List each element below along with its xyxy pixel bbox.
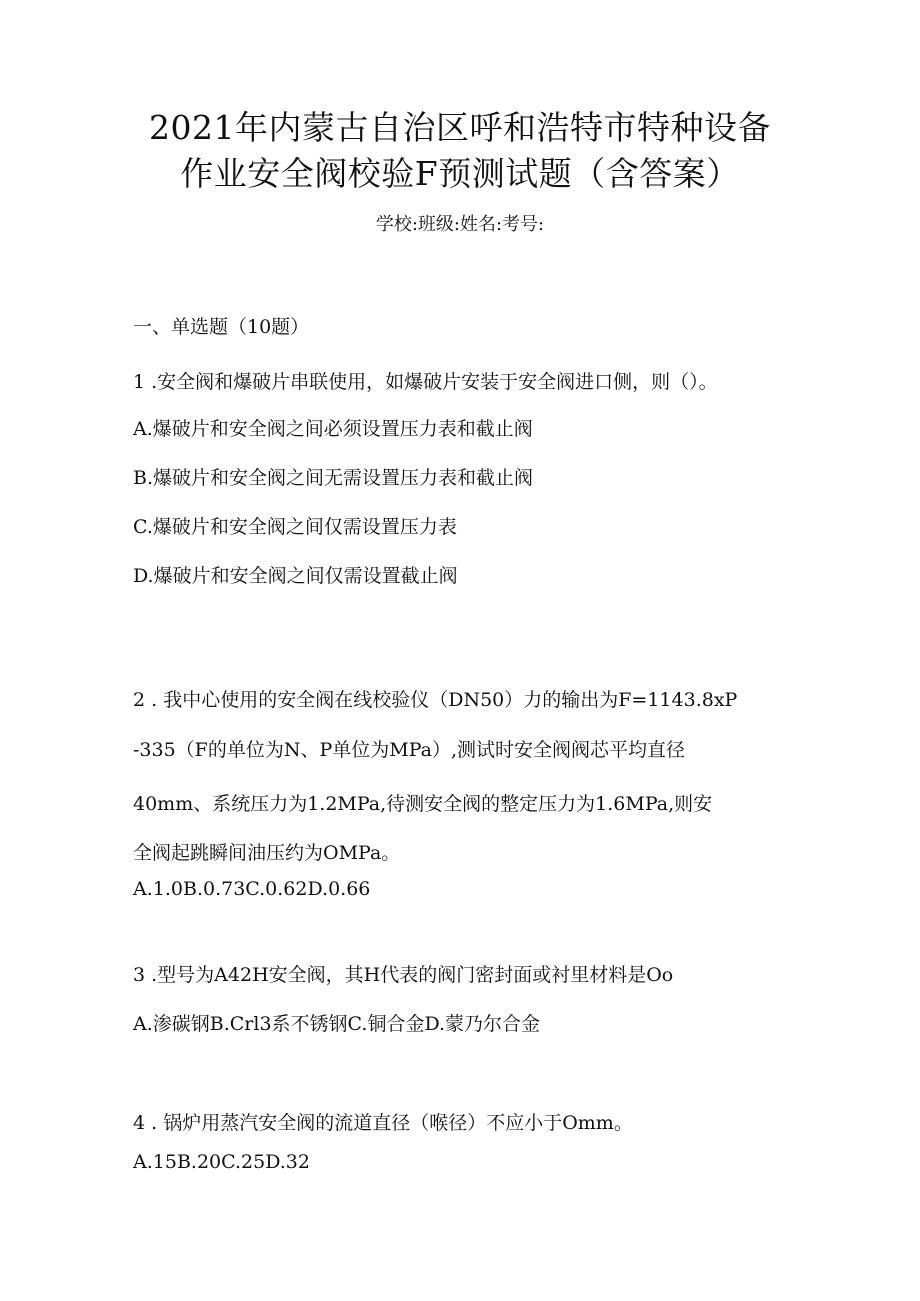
- question-1-stem: 1 .安全阀和爆破片串联使用，如爆破片安装于安全阀进口侧，则（）。: [133, 371, 718, 393]
- question-3-options: A.渗碳钢B.Crl3系不锈钢C.铜合金D.蒙乃尔合金: [133, 1013, 541, 1035]
- question-4-options: A.15B.20C.25D.32: [133, 1151, 310, 1173]
- document-title-line-1: 2021年内蒙古自治区呼和浩特市特种设备: [149, 108, 771, 147]
- question-1-option-d: D.爆破片和安全阀之间仅需设置截止阀: [133, 565, 458, 587]
- question-1-option-c: C.爆破片和安全阀之间仅需设置压力表: [133, 516, 457, 538]
- question-2-stem-line-4: 全阀起跳瞬间油压约为OMPa。: [133, 842, 401, 864]
- question-2-stem-line-2: -335（F的单位为N、P单位为MPa）,测试时安全阀阀芯平均直径: [133, 739, 686, 761]
- question-3-stem: 3 .型号为A42H安全阀，其H代表的阀门密封面或衬里材料是Oo: [133, 964, 674, 986]
- question-1-option-b: B.爆破片和安全阀之间无需设置压力表和截止阀: [133, 467, 534, 489]
- question-2-options: A.1.0B.0.73C.0.62D.0.66: [133, 878, 371, 900]
- question-4-stem: 4 . 锅炉用蒸汽安全阀的流道直径（喉径）不应小于Omm。: [133, 1112, 633, 1134]
- question-2-stem-line-1: 2 . 我中心使用的安全阀在线校验仪（DN50）力的输出为F=1143.8xP: [133, 689, 738, 711]
- question-1-option-a: A.爆破片和安全阀之间必须设置压力表和截止阀: [133, 418, 533, 440]
- question-2-stem-line-3: 40mm、系统压力为1.2MPa,待测安全阀的整定压力为1.6MPa,则安: [133, 793, 713, 815]
- section-heading: 一、单选题（10题）: [133, 316, 310, 338]
- document-title-line-2: 作业安全阀校验F预测试题（含答案）: [180, 154, 740, 193]
- student-info-line: 学校:班级:姓名:考号:: [375, 214, 545, 235]
